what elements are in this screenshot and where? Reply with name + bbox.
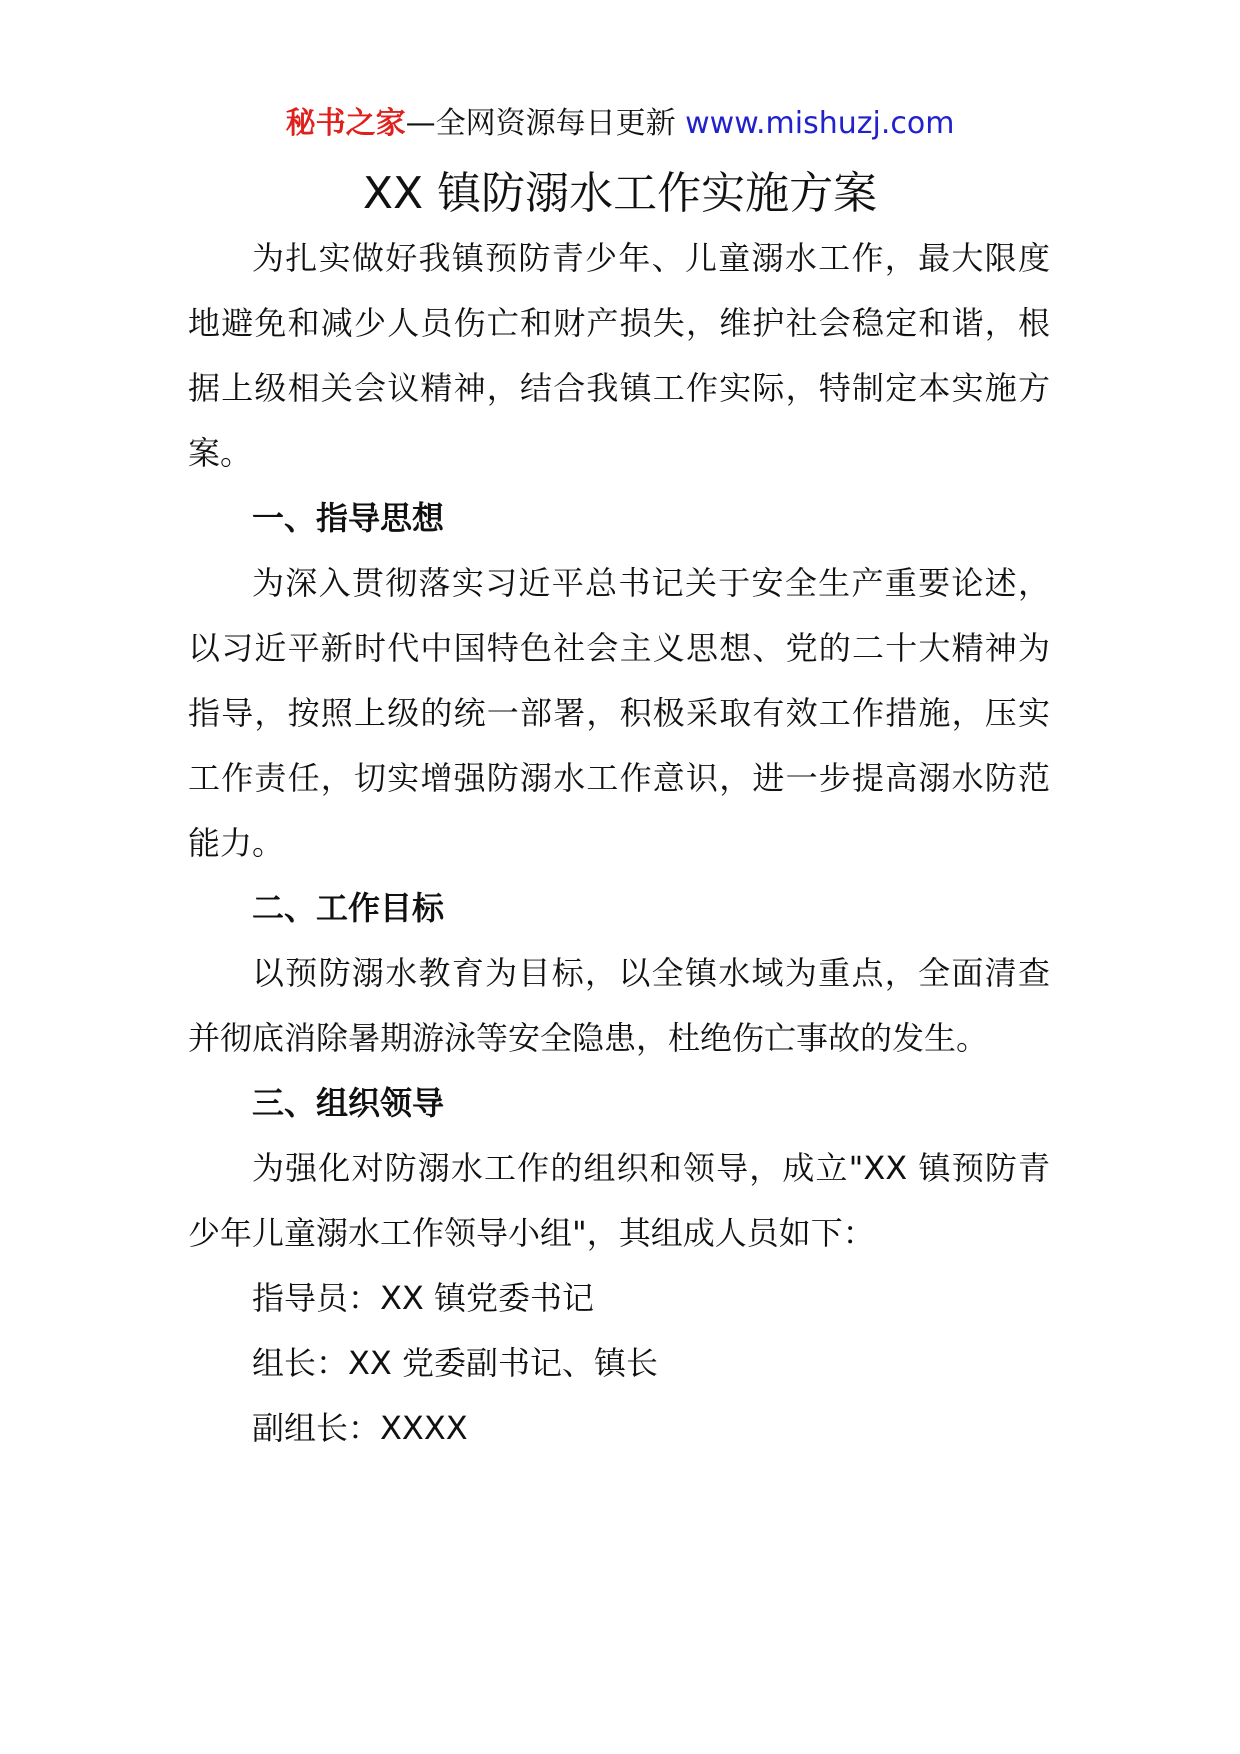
document-title: XX 镇防溺水工作实施方案 [362,168,878,219]
member-line-instructor: 指导员：XX 镇党委书记 [252,1279,595,1317]
intro-paragraph: 为扎实做好我镇预防青少年、儿童溺水工作，最大限度地避免和减少人员伤亡和财产损失，维护社会稳定和谐，根据上级相关会议精神，结合我镇工作实际，特制定本实施方案。 [188,239,1050,472]
member-line-leader: 组长：XX 党委副书记、镇长 [252,1344,659,1382]
member-line-deputy-leader: 副组长：XXXX [252,1409,468,1447]
site-brand: 秘书之家 [285,106,406,141]
section-heading-work-goals: 二、工作目标 [252,889,445,927]
section-heading-organization: 三、组织领导 [252,1084,445,1122]
section-paragraph-organization: 为强化对防溺水工作的组织和领导，成立"XX 镇预防青少年儿童溺水工作领导小组"，其组成人员如下： [188,1149,1050,1252]
site-header [0,104,1240,144]
document-body [188,226,1050,1461]
site-tagline: —全网资源每日更新 [405,106,676,141]
site-url-link[interactable]: www.mishuzj.com [685,106,955,141]
section-paragraph-guiding-ideology: 为深入贯彻落实习近平总书记关于安全生产重要论述，以习近平新时代中国特色社会主义思想、党的二十大精神为指导，按照上级的统一部署，积极采取有效工作措施，压实工作责任，切实增强防溺水工作意识，进一步提高溺水防范能力。 [188,564,1050,862]
section-heading-guiding-ideology: 一、指导思想 [252,499,445,537]
section-paragraph-work-goals: 以预防溺水教育为目标，以全镇水域为重点，全面清查并彻底消除暑期游泳等安全隐患，杜绝伤亡事故的发生。 [188,954,1050,1057]
